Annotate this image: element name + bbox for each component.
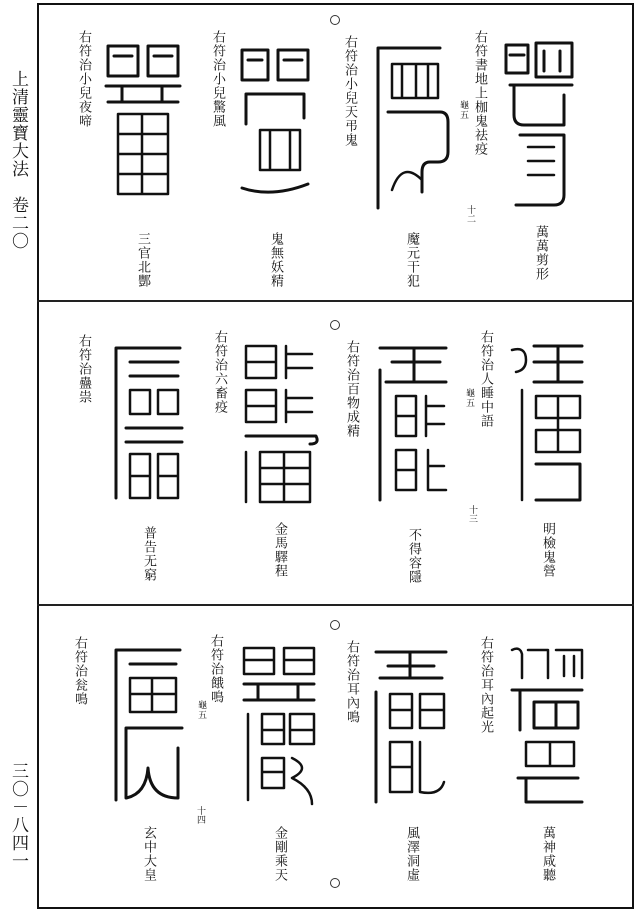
talisman-heading: 右符治小兒驚風: [210, 30, 225, 128]
talisman-caption: 玄中大皇: [141, 826, 156, 882]
talisman-glyph: [102, 38, 184, 218]
talisman-heading: 右符治蠱祟: [76, 334, 91, 404]
talisman-heading: 右符治耳內起光: [478, 636, 493, 734]
talisman-caption: 萬萬剪形: [533, 225, 548, 281]
talisman-heading: 右符治小兒天弔鬼: [342, 35, 357, 147]
book-title: 上清靈寶大法: [8, 70, 28, 178]
talisman-caption: 金剛乘天: [272, 826, 287, 882]
talisman-glyph: [500, 35, 582, 215]
talisman-caption: 金馬驛程: [272, 522, 287, 578]
talisman-note: 龜五: [464, 388, 474, 408]
talisman-glyph: [106, 340, 188, 510]
talisman-glyph: [370, 642, 452, 812]
talisman-note: 龜五: [458, 100, 468, 120]
talisman-caption: 不得容隱: [406, 528, 421, 584]
binding-hole: [330, 15, 340, 25]
talisman-glyph: [240, 340, 322, 510]
talisman-heading: 右符治人睡中語: [478, 330, 493, 428]
talisman-heading: 右符治餓鳴: [208, 634, 223, 704]
page-number: 三〇－八四一: [8, 762, 28, 870]
fold-mark: 十四: [195, 806, 205, 824]
talisman-heading: 右符治百物成精: [344, 340, 359, 438]
talisman-glyph: [372, 340, 454, 510]
talisman-caption: 三官北酆: [135, 232, 150, 288]
panel-divider: [37, 604, 634, 606]
talisman-glyph: [368, 40, 450, 220]
binding-hole: [330, 878, 340, 888]
talisman-heading: 右符治瓮鳴: [72, 636, 87, 706]
talisman-heading: 右符治耳內鳴: [344, 640, 359, 724]
talisman-glyph: [106, 642, 188, 812]
binding-hole: [330, 620, 340, 630]
talisman-caption: 明檢鬼營: [540, 522, 555, 578]
talisman-caption: 魔元干犯: [404, 232, 419, 288]
talisman-caption: 萬神咸聽: [540, 826, 555, 882]
fold-mark: 十三: [467, 505, 477, 523]
talisman-caption: 風澤洞虛: [404, 826, 419, 882]
talisman-heading: 右符治小兒夜啼: [76, 30, 91, 128]
talisman-caption: 普告无窮: [141, 526, 156, 582]
talisman-heading: 右符書地上枷鬼祛疫: [472, 30, 487, 156]
volume-label: 卷二〇: [8, 196, 28, 250]
talisman-heading: 右符治六畜疫: [212, 330, 227, 414]
fold-mark: 十二: [465, 205, 475, 223]
binding-hole: [330, 320, 340, 330]
talisman-glyph: [506, 642, 588, 812]
talisman-glyph: [508, 340, 590, 510]
talisman-note: 龜五: [196, 700, 206, 720]
talisman-glyph: [238, 640, 320, 810]
talisman-glyph: [234, 38, 316, 218]
talisman-caption: 鬼無妖精: [268, 232, 283, 288]
panel-divider: [37, 300, 634, 302]
